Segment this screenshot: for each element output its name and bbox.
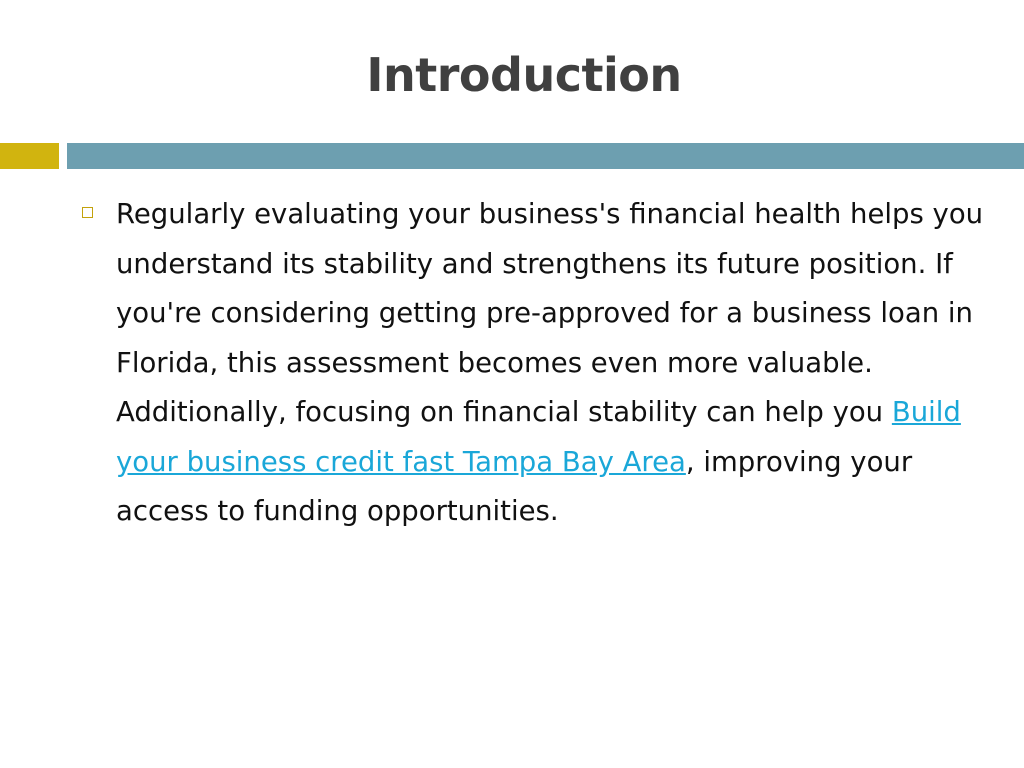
business-credit-link[interactable]: Build your business credit fast Tampa Bay Area: [116, 396, 961, 478]
square-bullet-icon: [82, 207, 93, 218]
page-title: Introduction: [366, 48, 682, 102]
title-accent-bar: [0, 143, 59, 169]
bullet-text: [116, 190, 984, 537]
bullet-text-before-link: Regularly evaluating your business's financial health helps you understand its stability and strengthens its future position. If you're considering getting pre-approved for a business loan in Florida, this assessment becomes even more valuable. Additionally, focusing on financial stability can help you: [116, 198, 984, 428]
title-divider-bar: [67, 143, 1024, 169]
bullet-text-after-link: , improving your access to funding opportunities.: [116, 445, 913, 527]
